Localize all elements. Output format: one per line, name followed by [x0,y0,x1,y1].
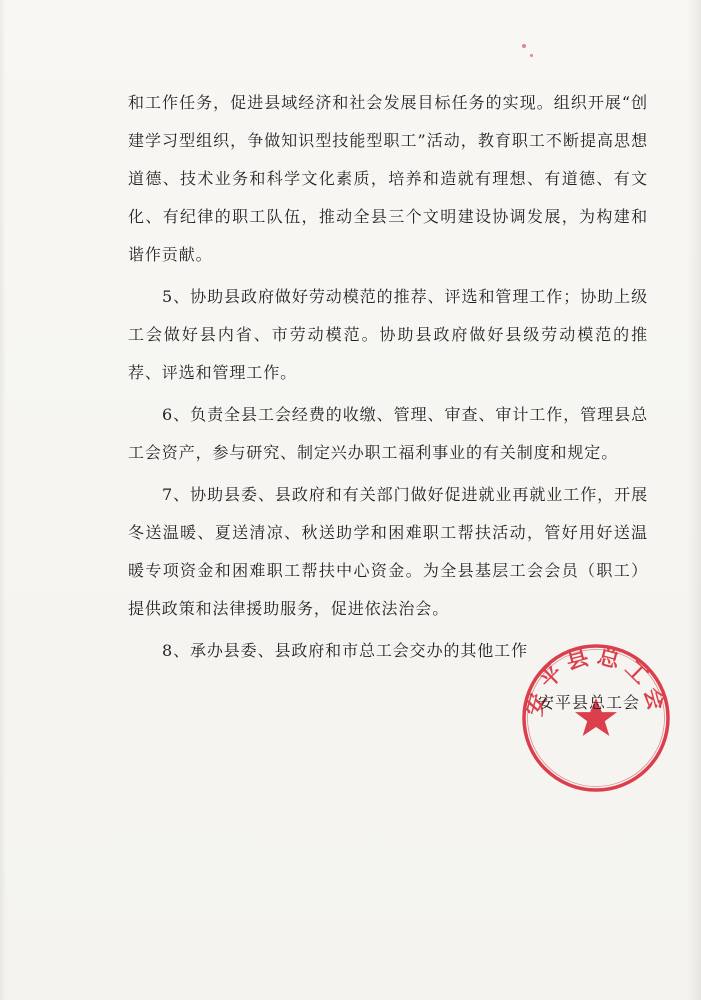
scan-shadow-right [687,0,701,1000]
official-seal-stamp [520,642,672,794]
paragraph-continuation: 和工作任务，促进县域经济和社会发展目标任务的实现。组织开展“创建学习型组织，争做知识型技能型职工”活动，教育职工不断提高思想道德、技术业务和科学文化素质，培养和造就有理想、有道德、有文化、有纪律的职工队伍，推动全县三个文明建设协调发展，为构建和谐作贡献。 [128,93,648,264]
seal-arc-text: 安平县总工会 [520,642,672,719]
paragraph-item-7: 7、协助县委、县政府和有关部门做好促进就业再就业工作，开展冬送温暖、夏送清凉、秋送助学和困难职工帮扶活动，管好用好送温暖专项资金和困难职工帮扶中心资金。为全县基层工会会员（职工）提供政策和法律援助服务，促进依法治会。 [128,485,648,618]
paragraph-item-5: 5、协助县政府做好劳动模范的推荐、评选和管理工作；协助上级工会做好县内省、市劳动模范。协助县政府做好县级劳动模范的推荐、评选和管理工作。 [128,287,648,382]
red-speck [530,54,533,57]
red-speck [522,44,526,48]
scan-shadow-left [0,0,6,1000]
paragraph-item-6: 6、负责全县工会经费的收缴、管理、审查、审计工作，管理县总工会资产，参与研究、制定兴办职工福利事业的有关制度和规定。 [128,405,648,462]
signature-organization: 安平县总工会 [538,693,641,712]
paragraph-item-8: 8、承办县委、县政府和市总工会交办的其他工作 [162,641,528,660]
document-body [128,84,648,670]
